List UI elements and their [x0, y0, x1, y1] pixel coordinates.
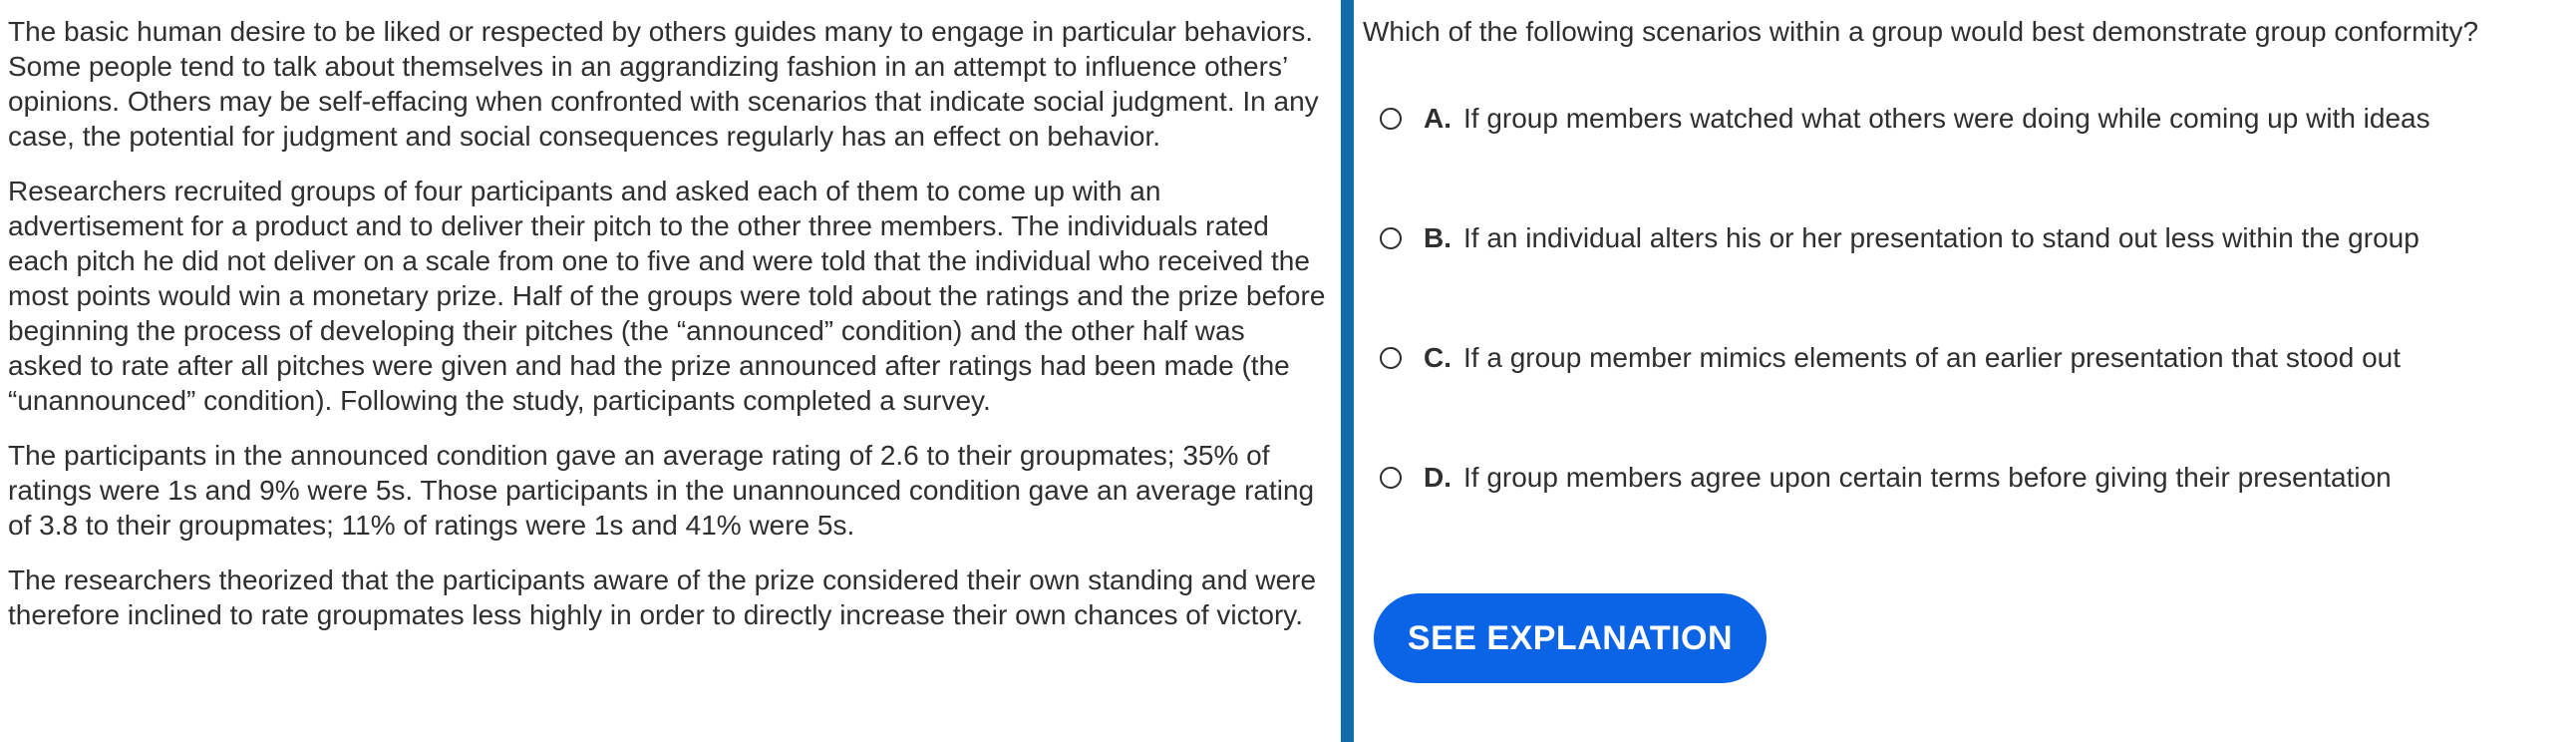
- see-explanation-button[interactable]: SEE EXPLANATION: [1374, 593, 1767, 683]
- option-letter-b: B.: [1424, 222, 1451, 253]
- question-text: Which of the following scenarios within a group would best demonstrate group conformity?: [1363, 16, 2479, 47]
- passage-paragraph: The basic human desire to be liked or respected by others guides many to engage in particular behaviors. Some people tend to talk about themselves in an aggrandizing fashion in an attempt to influence others’ opinions. Others may be self-effacing when confronted with scenarios that indicate social judgment. In any case, the potential for judgment and social consequences regularly has an effect on behavior.: [8, 16, 1319, 152]
- option-row-c[interactable]: [1363, 340, 2576, 376]
- panel-divider: [1341, 0, 1354, 742]
- option-text-b: If an individual alters his or her presentation to stand out less within the group: [1463, 222, 2419, 253]
- radio-button-c[interactable]: [1380, 347, 1402, 369]
- option-letter-a: A.: [1424, 103, 1451, 134]
- passage-paragraph: The participants in the announced condition gave an average rating of 2.6 to their groupmates; 35% of ratings were 1s and 9% were 5s. Those participants in the unannounced condition gave an average rating of 3.8 to their groupmates; 11% of ratings were 1s and 41% were 5s.: [8, 440, 1315, 541]
- passage-paragraph: Researchers recruited groups of four participants and asked each of them to come up with an advertisement for a product and to deliver their pitch to the other three members. The individuals rated each pitch he did not deliver on a scale from one to five and were told that the individual who received the most points would win a monetary prize. Half of the groups were told about the ratings and the prize before beginning the process of developing their pitches (the “announced” condition) and the other half was asked to rate after all pitches were given and had the prize announced after ratings had been made (the “unannounced” condition). Following the study, participants completed a survey.: [8, 176, 1326, 416]
- radio-button-b[interactable]: [1380, 227, 1402, 249]
- option-text-a: If group members watched what others were doing while coming up with ideas: [1463, 103, 2430, 134]
- radio-button-a[interactable]: [1380, 108, 1402, 130]
- option-letter-c: C.: [1424, 342, 1451, 373]
- option-row-d[interactable]: [1363, 460, 2576, 496]
- question-panel: [1354, 0, 2576, 742]
- option-letter-d: D.: [1424, 462, 1451, 493]
- option-row-a[interactable]: [1363, 101, 2576, 137]
- passage-paragraph: The researchers theorized that the participants aware of the prize considered their own standing and were therefore inclined to rate groupmates less highly in order to directly increase their own chances of victory.: [8, 564, 1317, 630]
- radio-button-d[interactable]: [1380, 467, 1402, 489]
- option-text-c: If a group member mimics elements of an earlier presentation that stood out: [1463, 342, 2402, 373]
- option-row-b[interactable]: [1363, 220, 2576, 256]
- option-text-d: If group members agree upon certain terms before giving their presentation: [1463, 462, 2392, 493]
